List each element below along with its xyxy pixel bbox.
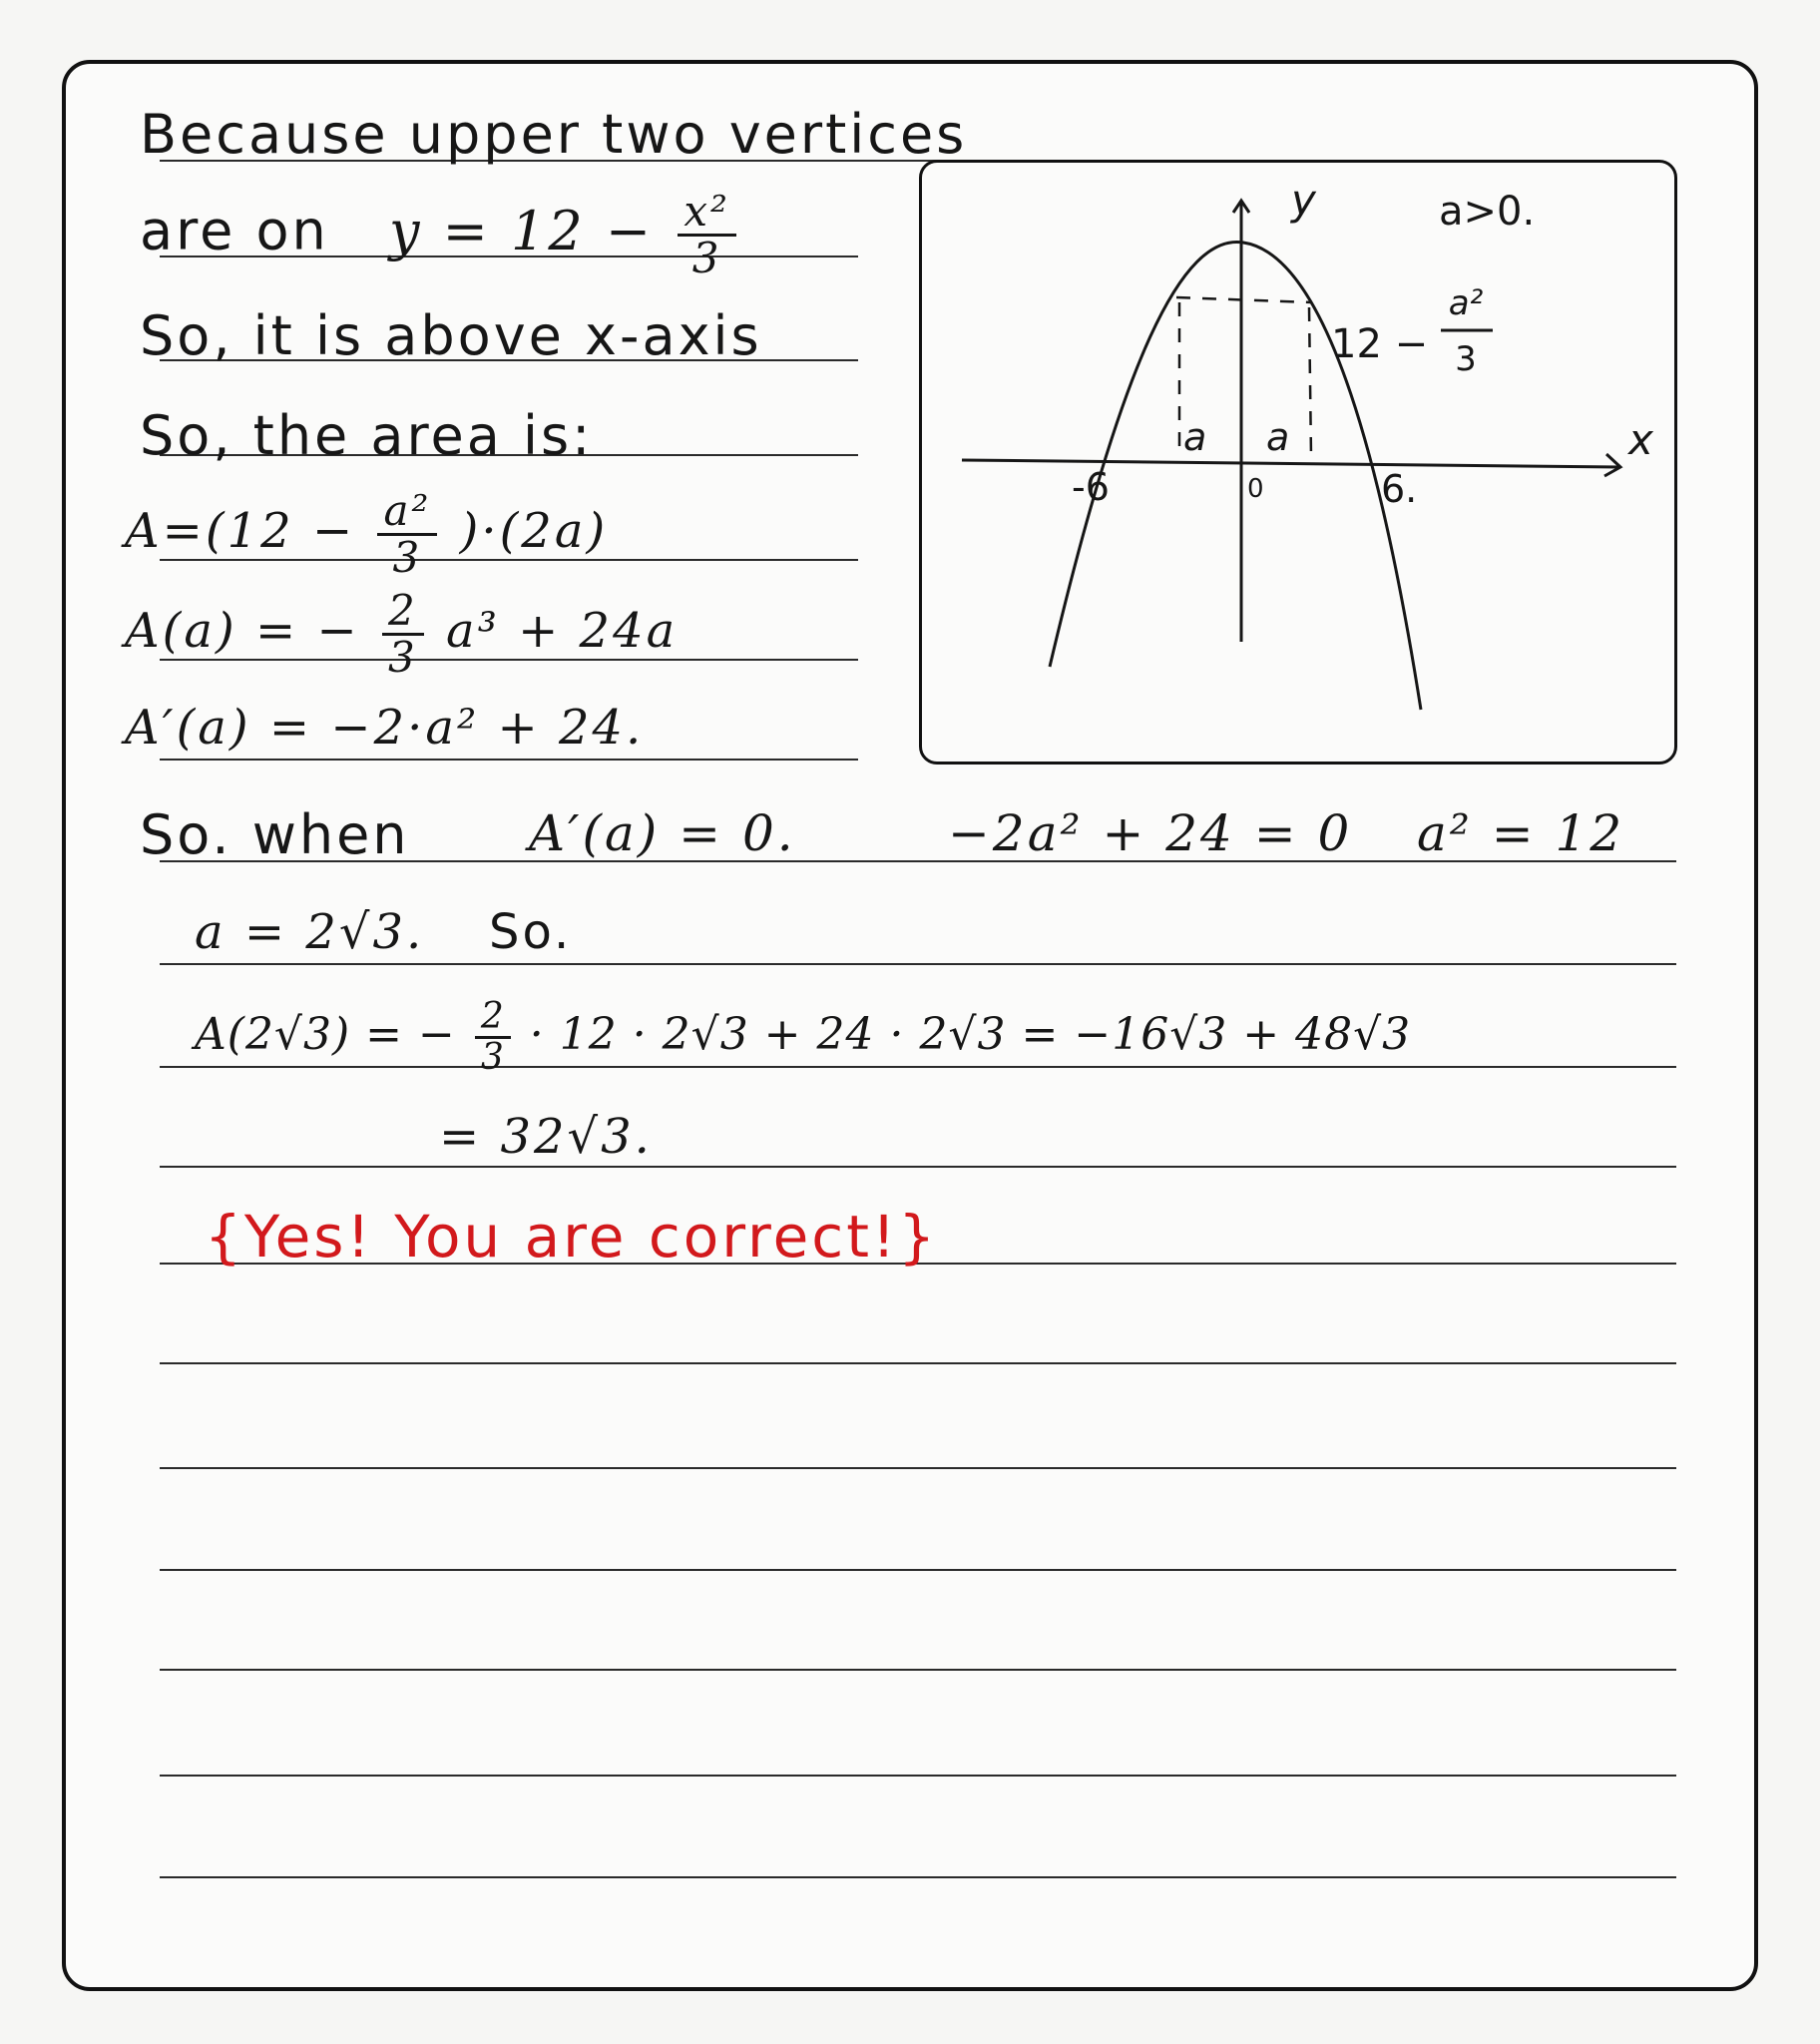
line-above-axis: So, it is above x-axis (140, 304, 762, 367)
condition-label: a>0. (1439, 189, 1536, 235)
sub-denominator: 3 (480, 1036, 505, 1078)
height-denominator: 3 (1455, 339, 1477, 379)
height-numerator: a² (1448, 283, 1484, 323)
half-width-left: a (1183, 415, 1207, 459)
curve-fraction (678, 187, 736, 283)
neg-six-label: -6 (1072, 465, 1110, 509)
rectangle-right-edge (1309, 307, 1311, 457)
a-squared: a² = 12 (1417, 804, 1625, 862)
area-lhs: A=(12 − (125, 503, 356, 560)
rule-line (160, 1669, 1676, 1671)
area-rhs: )·(2a) (459, 503, 609, 560)
x-axis (962, 460, 1620, 467)
x-axis-label: x (1628, 415, 1653, 464)
rule-line (160, 963, 1676, 965)
rule-line (160, 1876, 1676, 1878)
sub-rhs: · 12 · 2√3 + 24 · 2√3 = −16√3 + 48√3 (529, 1008, 1412, 1060)
sub-numerator: 2 (475, 998, 511, 1039)
sub-fraction (475, 998, 511, 1077)
line-are-on (140, 187, 740, 283)
pos-six-label: 6. (1381, 467, 1418, 511)
rule-line (160, 1569, 1676, 1571)
y-axis-label: y (1291, 176, 1316, 225)
aa-rhs: a³ + 24a (445, 603, 679, 660)
rule-line (160, 1362, 1676, 1364)
area-denominator: 3 (392, 533, 423, 583)
line-when (140, 803, 410, 866)
curve-equation (388, 187, 740, 283)
line-so: So. (489, 904, 573, 960)
rule-line (160, 759, 858, 761)
area-formula (125, 486, 609, 583)
height-label: 12 − (1331, 321, 1429, 367)
graph-canvas (922, 163, 1680, 767)
critical-condition: A′(a) = 0. (529, 804, 796, 862)
area-fraction (377, 486, 437, 583)
line-area-is: So, the area is: (140, 404, 594, 467)
area-numerator: a² (377, 489, 437, 536)
curve-numerator: x² (678, 190, 736, 237)
sub-lhs: A(2√3) = − (195, 1008, 456, 1060)
final-result: = 32√3. (439, 1109, 653, 1165)
x-axis-arrow-icon (1604, 454, 1620, 476)
rule-line (160, 1775, 1676, 1777)
rule-line (160, 1467, 1676, 1469)
origin-label: 0 (1247, 474, 1264, 504)
half-width-right: a (1266, 415, 1290, 459)
line-because: Because upper two vertices (140, 103, 968, 166)
rectangle-top-edge (1176, 297, 1311, 302)
parabola-graph (919, 160, 1677, 765)
aa-numerator: 2 (382, 589, 424, 636)
when-text: So. when (140, 803, 410, 866)
critical-equation: −2a² + 24 = 0 (948, 804, 1353, 862)
area-function (125, 586, 679, 683)
aa-lhs: A(a) = − (125, 603, 360, 660)
are-on-text: are on (140, 199, 329, 262)
confirmation-note: {Yes! You are correct!} (205, 1203, 939, 1271)
substitution (195, 998, 1411, 1077)
curve-denominator: 3 (691, 234, 722, 283)
a-value: a = 2√3. (195, 904, 425, 960)
curve-lhs: y = 12 − (388, 199, 655, 262)
aa-fraction (382, 586, 424, 683)
aa-denominator: 3 (387, 633, 418, 683)
derivative: A′(a) = −2·a² + 24. (125, 700, 645, 756)
rule-line (160, 1166, 1676, 1168)
